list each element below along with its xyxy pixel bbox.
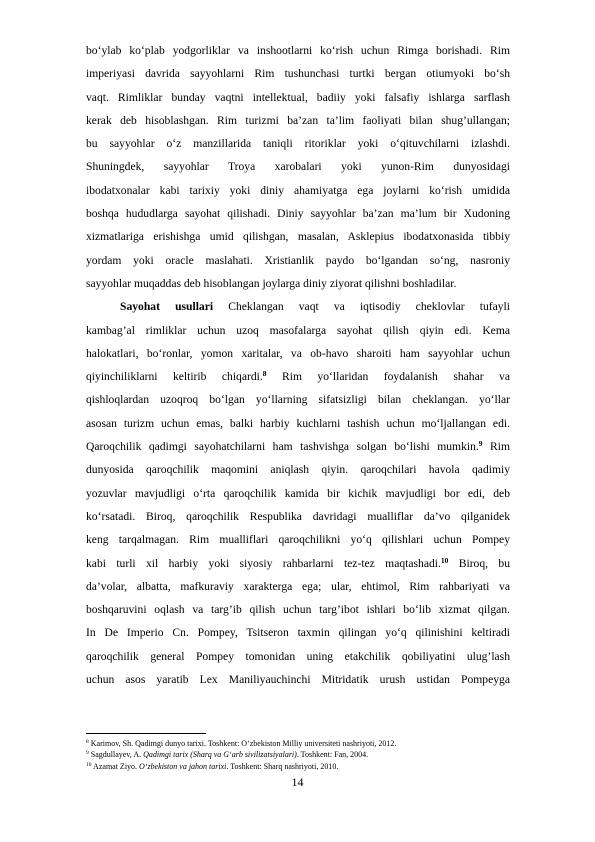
text-line: Shuningdek, sayyohlar Troya xarobalari yoki yunon-Rim dunyosidagi <box>86 160 510 174</box>
text-line: keng tarqalmagan. Rim mualliflari qaroqchilikni yo‘q qilishlari uchun Pompey <box>86 533 510 547</box>
footnote-divider <box>86 733 206 734</box>
footnote-ref-9: 9 <box>478 439 483 449</box>
text-line: yozuvlar mavjudligi o‘rta qaroqchilik kamida bir kichik mavjudligi bor edi, deb <box>86 486 510 500</box>
footnote-8: $^8$ Karimov, Sh. Qadimgi dunyo tarixi. Toshkent: O‘zbekiston Milliy universiteti nashriyoti, 2012. <box>86 739 397 748</box>
text-line: bo‘ylab ko‘plab yodgorliklar va inshootlarni ko‘rish uchun Rimga borishadi. Rim <box>86 44 510 57</box>
text-line: qaroqchilik general Pompey tomonidan uning etakchilik qobiliyatini ulug’lash <box>86 649 510 663</box>
text-line: dunyosida qaroqchilik maqomini aniqlash qiyin. qaroqchilari havola qadimiy <box>86 463 510 477</box>
text-line: asosan turizm uchun emas, balki harbiy kuchlarni tashish uchun mo‘ljallangan edi. <box>86 416 510 430</box>
text-line: boshqa hududlarga sayohat qilishadi. Diniy sayyohlar ba’zan ma’lum bir Xudoning <box>86 207 510 221</box>
text-line: imperiyasi davrida sayyohlarni Rim tushunchasi turtki bergan otiumyoki bo‘sh <box>86 67 510 81</box>
text-line: yordam yoki oracle maslahati. Xristianlik paydo bo‘lgandan so‘ng, nasroniy <box>86 253 510 267</box>
text-line: vaqt. Rimliklar bunday vaqtni intellektual, badiiy yoki falsafiy ishlarga sarflash <box>86 90 510 104</box>
footnote-10: $^{10}$ Azamat Ziyo. O‘zbekiston va jahon tarixi. Toshkent: Sharq nashriyoti, 2010. <box>86 761 339 771</box>
footnotes <box>86 738 516 772</box>
footnote-ref-10: 10 <box>440 555 449 565</box>
section-heading: Sayohat usullari <box>120 300 214 314</box>
text-line: bu sayyohlar o‘z manzillarida taniqli ritoriklar yoki o‘qituvchilarni izlashdi. <box>86 137 510 151</box>
footnote-ref-8: 8 <box>262 369 267 379</box>
body-text <box>86 39 510 691</box>
text-line: xizmatlariga erishishga umid qilishgan, masalan, Asklepius ibodatxonasida tibbiy <box>86 230 510 244</box>
text-line: boshqaruvini oqlash va targ’ib qilish uchun targ’ibot ishlari bo‘lib xizmat qilgan. <box>86 603 510 617</box>
text-line: kabi turli xil harbiy yoki siyosiy rahbarlarni tez-tez maqtashadi.$^{10}$ Biroq, bu <box>86 555 511 570</box>
paragraph-2: Sayohat usullari Cheklangan vaqt va iqtisodiy cheklovlar tufayli <box>120 300 511 314</box>
paragraph-1-last-line: sayyohlar muqaddas deb hisoblangan joylarga diniy ziyorat qilishni boshladilar. <box>86 276 457 290</box>
text-line: ko‘rsatadi. Biroq, qaroqchilik Respublika davridagi mualliflar da’vo qilganidek <box>86 509 510 523</box>
text-line: kambag’al rimliklar uchun uzoq masofalarga sayohat qilish qiyin edi. Kema <box>86 323 510 337</box>
page-number: 14 <box>291 775 304 789</box>
text-line: qiyinchiliklarni keltirib chiqardi.$^8$ Rim yo‘llaridan foydalanish shahar va <box>86 369 510 384</box>
text-line: kerak deb hisoblashgan. Rim turizmi ba’zan ta’lim faoliyati bilan shug’ullangan; <box>86 113 510 127</box>
text-line: da’volar, albatta, mafkuraviy xarakterga ega; ular, ehtimol, Rim rahbariyati va <box>86 579 510 593</box>
footnote-9: $^9$ Sagdullayev, A. Qadimgi tarix (Sharq va G‘arb sivilizatsiyalari). Toshkent: Fan, 2004. <box>86 750 369 760</box>
text-line: uchun asos yaratib Lex Maniliyauchinchi Mitridatik urush ustidan Pompeyga <box>86 673 510 687</box>
text-line: qishloqlardan uzoqroq bo‘lgan yo‘llarning sifatsizligi bilan cheklangan. yo‘llar <box>86 393 510 407</box>
text-line: Qaroqchilik qadimgi sayohatchilarni ham tashvishga solgan bo‘lishi mumkin.$^9$ Rim <box>86 439 510 454</box>
text-line: halokatlari, bo‘ronlar, yomon xaritalar, va ob-havo sharoiti ham sayyohlar uchun <box>86 346 510 360</box>
text-line: ibodatxonalar kabi tarixiy yoki diniy ahamiyatga ega joylarni ko‘rish umidida <box>86 183 510 197</box>
text-line: In De Imperio Cn. Pompey, Tsitseron taxmin qilingan yo‘q qilinishini keltiradi <box>86 626 510 640</box>
